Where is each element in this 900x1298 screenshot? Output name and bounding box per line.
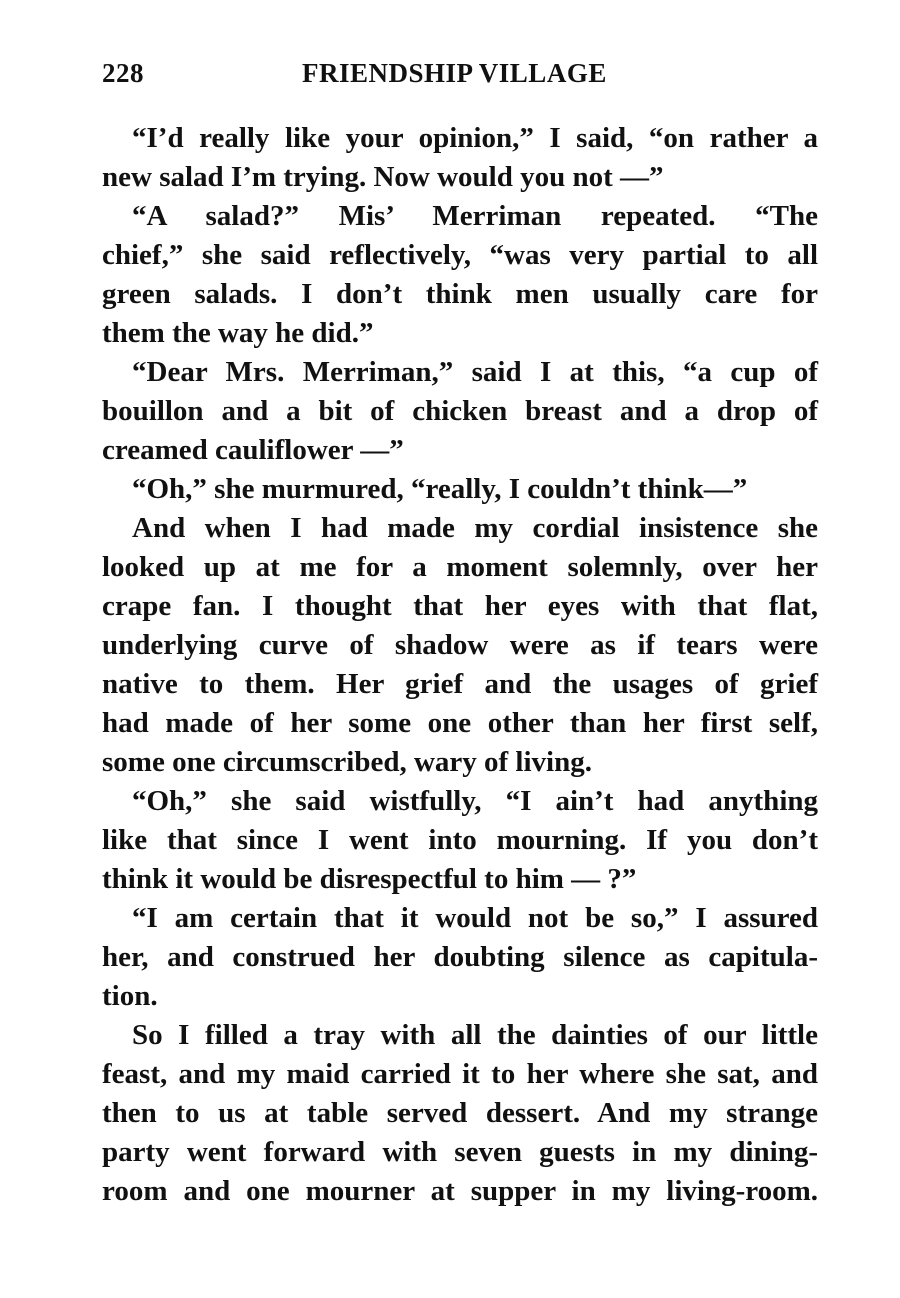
text-line: “Oh,” she murmured, “really, I couldn’t think—” <box>132 473 748 505</box>
text-line: them the way he did.” <box>102 317 374 349</box>
text-line: So I filled a tray with all the dainties of our little <box>132 1019 818 1051</box>
text-line: bouillon and a bit of chicken breast and a drop of <box>102 395 818 427</box>
body-text <box>102 119 818 1211</box>
running-head <box>102 58 818 98</box>
page-number: 228 <box>102 58 144 88</box>
text-line: creamed cauliflower —” <box>102 434 404 466</box>
text-line: feast, and my maid carried it to her where she sat, and <box>102 1058 818 1090</box>
text-line: “I’d really like your opinion,” I said, “on rather a <box>132 122 818 154</box>
text-line: green salads. I don’t think men usually care for <box>102 278 818 310</box>
text-line: like that since I went into mourning. If you don’t <box>102 824 818 856</box>
text-line: “A salad?” Mis’ Merriman repeated. “The <box>132 200 818 232</box>
text-line: some one circumscribed, wary of living. <box>102 746 592 778</box>
text-line: “I am certain that it would not be so,” I assured <box>132 902 818 934</box>
text-line: party went forward with seven guests in my dining- <box>102 1136 818 1168</box>
text-line: tion. <box>102 980 158 1012</box>
text-line: “Oh,” she said wistfully, “I ain’t had anything <box>132 785 818 817</box>
text-line: new salad I’m trying. Now would you not —” <box>102 161 664 193</box>
text-line: her, and construed her doubting silence as capitula- <box>102 941 818 973</box>
text-line: looked up at me for a moment solemnly, over her <box>102 551 818 583</box>
running-title: FRIENDSHIP VILLAGE <box>302 58 607 88</box>
text-line: had made of her some one other than her first self, <box>102 707 818 739</box>
text-line: then to us at table served dessert. And my strange <box>102 1097 818 1129</box>
text-line: native to them. Her grief and the usages of grief <box>102 668 818 700</box>
text-line: chief,” she said reflectively, “was very partial to all <box>102 239 818 271</box>
text-line: room and one mourner at supper in my living-room. <box>102 1175 818 1207</box>
text-line: And when I had made my cordial insistence she <box>132 512 818 544</box>
text-line: underlying curve of shadow were as if tears were <box>102 629 818 661</box>
text-line: crape fan. I thought that her eyes with that flat, <box>102 590 818 622</box>
text-line: “Dear Mrs. Merriman,” said I at this, “a cup of <box>132 356 818 388</box>
text-line: think it would be disrespectful to him — ?” <box>102 863 637 895</box>
